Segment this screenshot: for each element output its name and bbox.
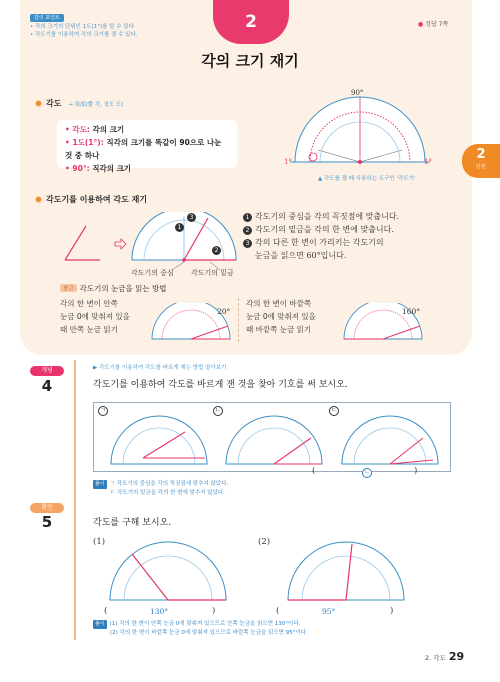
tip-inner-text: 각의 한 변이 안쪽 눈금 0에 맞춰져 있을 때 안쪽 눈금 읽기	[60, 299, 130, 334]
measurement-steps	[243, 210, 399, 262]
tip-heading: 참고 각도기의 눈금을 읽는 방법	[60, 283, 167, 294]
lesson-number-badge: 2	[213, 0, 289, 44]
problem-rule	[74, 510, 76, 640]
protractor-diagram-main	[280, 92, 440, 174]
tip-badge: 참고	[60, 284, 77, 292]
label-90-degree: 90°	[351, 89, 364, 97]
problem-number: 4	[41, 377, 53, 395]
section-heading-measure: 각도기를 이용하여 각도 재기	[35, 194, 147, 205]
answer-close: )	[212, 606, 216, 616]
label-1-degree-left: 1°	[284, 158, 292, 166]
label-protractor-base: 각도기의 밑금	[191, 269, 234, 277]
answer-close: )	[390, 606, 394, 616]
problem-rule	[74, 360, 76, 510]
chapter-label: 2. 각도	[425, 654, 446, 662]
solution-badge: 풀이	[95, 621, 105, 627]
tip-outer-degree: 160°	[402, 307, 421, 316]
step-item: 1 각도기의 중심을 각의 꼭짓점에 맞춥니다.	[243, 210, 399, 223]
part-label-1: (1)	[93, 537, 106, 547]
tip-inner-degree: 20°	[217, 307, 231, 316]
problem5-protractors	[98, 540, 438, 604]
answer-reference: ● 정답 7쪽	[418, 21, 449, 28]
part-label-2: (2)	[258, 537, 271, 547]
solution-badge: 풀이	[95, 481, 105, 487]
tip-outer-text: 각의 한 변이 바깥쪽 눈금 0에 맞춰져 있을 때 바깥쪽 눈금 읽기	[246, 299, 316, 334]
chapter-tab[interactable]: 2 단원	[462, 144, 500, 178]
page-footer	[425, 650, 464, 663]
tip-divider	[238, 298, 239, 342]
solution-block: 풀이 (1) 각의 한 변이 안쪽 눈금 0에 맞춰져 있으므로 안쪽 눈금을 읽으면 130°이다. (2) 각의 한 변이 바깥쪽 눈금 0에 맞춰져 있으므로 바깥쪽 눈금을 읽으면 95°이다.	[95, 621, 308, 636]
goal-line: • 각의 크기의 단위인 1도(1°)를 알 수 있다.	[30, 24, 136, 30]
definition-box: • 각도: 각의 크기 • 1도(1°): 직각의 크기를 똑같이 90으로 나눈 것 중 하나 • 90°: 직각의 크기	[57, 120, 237, 168]
label-protractor-center: 각도기의 중심	[131, 269, 174, 277]
page-number: 29	[448, 650, 465, 663]
bullet-icon	[35, 100, 42, 107]
answer-field-1[interactable]: 130°	[150, 607, 169, 616]
lesson-title: 각의 크기 재기	[201, 52, 299, 70]
marker-2: 2	[212, 246, 221, 255]
problem-question: 각도기를 이용하여 각도를 바르게 잰 것을 찾아 기호를 써 보시오.	[93, 380, 348, 390]
choice-label-b: ㄴ	[213, 406, 223, 416]
choice-label-a: ㄱ	[98, 406, 108, 416]
marker-1: 1	[175, 223, 184, 232]
answer-field[interactable]: ㄴ	[362, 468, 372, 478]
problem-question: 각도를 구해 보시오.	[93, 518, 172, 528]
answer-close: )	[414, 466, 418, 476]
solution-block: 풀이 ㄱ 각도기의 중심을 각의 꼭짓점에 맞추지 않았다. ㄷ 각도기의 밑금을 각의 한 변에 맞추지 않았다.	[95, 481, 229, 496]
label-1-degree-right: 1°	[424, 158, 432, 166]
problem-number: 5	[41, 513, 53, 531]
choice-label-c: ㄷ	[329, 406, 339, 416]
step-item: 눈금을 읽으면 60°입니다.	[255, 251, 347, 260]
marker-3: 3	[187, 213, 196, 222]
goal-line: • 각도기를 이용하여 각의 크기를 잴 수 있다.	[30, 32, 138, 38]
learning-goals	[30, 14, 138, 39]
problem-badge: 개념	[30, 366, 64, 376]
measuring-diagram	[60, 212, 240, 274]
goals-tag: 감의 포인트	[30, 14, 64, 22]
choice-protractors	[93, 402, 451, 472]
answer-field-2[interactable]: 95°	[322, 607, 336, 616]
bullet-icon	[35, 196, 42, 203]
problem-subtitle: ▶ 각도기를 이용하여 각도를 바르게 재는 방법 알아보기	[93, 365, 227, 371]
problem-badge: 확인	[30, 503, 64, 513]
step-item: 2 각도기의 밑금을 각의 한 변에 맞춥니다.	[243, 223, 399, 236]
protractor-caption: ▲ 각도를 잴 때 사용하는 도구인 '각도기'	[318, 176, 416, 182]
answer-open: (	[104, 606, 108, 616]
section-heading-angle: 각도 → 角度(뿔 각, 정도 도)	[35, 98, 123, 109]
bullet-icon: ●	[418, 21, 424, 28]
step-item: 3 각의 다른 한 변이 가리키는 각도기의	[243, 236, 399, 249]
answer-open: (	[312, 466, 316, 476]
answer-open: (	[276, 606, 280, 616]
